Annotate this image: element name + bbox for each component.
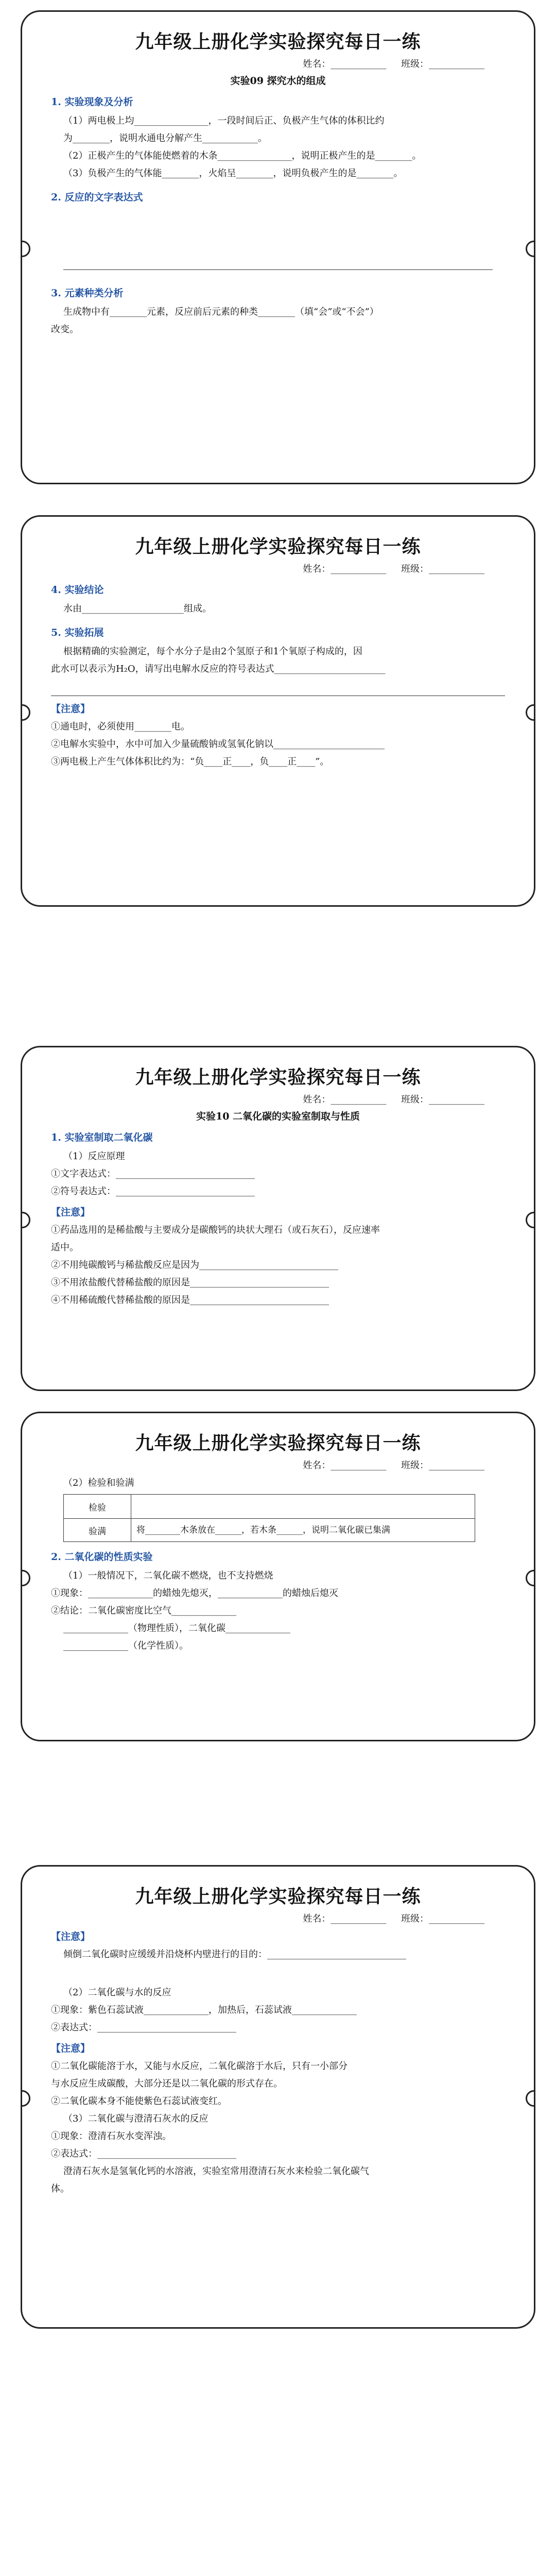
text-line: 根据精确的实验测定，每个水分子是由2个氢原子和1个氧原子构成的，因 [63,646,362,657]
text-line: ①现象：______________的蜡烛先熄灭，______________的蜡烛后熄灭 [51,1588,338,1599]
experiment-title: 实验10 二氧化碳的实验室制取与性质 [196,1111,360,1122]
text-line: 生成物中有________元素，反应前后元素的种类________（填“会”或“不会”） [63,307,379,317]
text-line: ______________（物理性质），二氧化碳______________ [63,1623,290,1634]
text-line: 倾倒二氧化碳时应缓缓并沿烧杯内壁进行的目的：______________________________ [63,1949,406,1960]
text-line: ②表达式：______________________________ [51,2022,236,2033]
text-line: 改变。 [51,324,79,335]
note-heading: 【注意】 [51,703,91,715]
text-line: （3）二氧化碳与澄清石灰水的反应 [63,2113,208,2124]
name-class-row: 姓名：____________ 班级：____________ [303,1094,484,1105]
text-line: ②不用纯碳酸钙与稀盐酸反应是因为______________________________ [51,1260,338,1270]
answer-line [51,678,505,696]
text-line: （3）负极产生的气体能________，火焰呈________，说明负极产生的是________。 [63,168,403,179]
text-line: 此水可以表示为H₂O，请写出电解水反应的符号表达式________________________ [51,664,386,674]
section-heading: 4. 实验结论 [51,584,104,596]
worksheet-card-4 [21,1412,535,1741]
text-line: ①现象：澄清石灰水变浑浊。 [51,2131,171,2142]
test-table [63,1494,475,1542]
answer-line [63,208,493,270]
text-line: 适中。 [51,1242,79,1253]
spacer [51,1963,505,1984]
text-line: 体。 [51,2183,70,2194]
note-heading: 【注意】 [51,2043,91,2054]
text-line: ③不用浓盐酸代替稀盐酸的原因是______________________________ [51,1277,329,1288]
text-line: ②结论：二氧化碳密度比空气______________ [51,1605,236,1616]
text-line: ①药品选用的是稀盐酸与主要成分是碳酸钙的块状大理石（或石灰石），反应速率 [51,1225,380,1235]
section-heading: 2. 二氧化碳的性质实验 [51,1551,153,1563]
text-line: ②二氧化碳本身不能使紫色石蕊试液变红。 [51,2096,227,2107]
worksheet-card-2 [21,515,535,907]
page-title: 九年级上册化学实验探究每日一练 [135,1886,421,1907]
name-class-row: 姓名：____________ 班级：____________ [303,564,484,574]
page-title: 九年级上册化学实验探究每日一练 [135,31,421,53]
text-line: ①文字表达式：______________________________ [51,1168,255,1179]
text-line: ②电解水实验中，水中可加入少量硫酸钠或氢氧化钠以________________________ [51,739,385,750]
text-line: ②符号表达式：______________________________ [51,1186,255,1197]
text-line: ______________（化学性质）。 [63,1640,188,1651]
note-heading: 【注意】 [51,1931,91,1942]
table-cell [131,1495,475,1519]
table-cell: 验满 [64,1519,131,1542]
text-line: （1）一般情况下，二氧化碳不燃烧，也不支持燃烧 [63,1570,273,1581]
text-line: 澄清石灰水是氢氧化钙的水溶液，实验室常用澄清石灰水来检验二氧化碳气 [63,2166,369,2177]
page-title: 九年级上册化学实验探究每日一练 [135,1433,421,1454]
table-cell: 检验 [64,1495,131,1519]
text-line: （2）二氧化碳与水的反应 [63,1987,171,1998]
name-class-row: 姓名：____________ 班级：____________ [303,1913,484,1924]
text-line: （1）反应原理 [63,1151,125,1162]
text-line: ①现象：紫色石蕊试液______________，加热后，石蕊试液______________ [51,2005,357,2015]
text-line: （2）检验和验满 [63,1478,134,1488]
section-heading: 1. 实验现象及分析 [51,96,133,108]
section-heading: 2. 反应的文字表达式 [51,192,143,203]
worksheet-card-3 [21,1046,535,1391]
text-line: 为________，说明水通电分解产生____________。 [63,133,267,144]
text-line: 水由______________________组成。 [63,603,212,614]
name-class-row: 姓名：____________ 班级：____________ [303,1460,484,1471]
section-heading: 3. 元素种类分析 [51,287,124,299]
page-title: 九年级上册化学实验探究每日一练 [135,1067,421,1088]
text-line: （2）正极产生的气体能使燃着的木条________________，说明正极产生的是________。 [63,150,422,161]
note-heading: 【注意】 [51,1207,91,1218]
text-line: ④不用稀硫酸代替稀盐酸的原因是______________________________ [51,1295,329,1306]
table-row [64,1519,475,1542]
page-title: 九年级上册化学实验探究每日一练 [135,536,421,557]
table-row [64,1495,475,1519]
worksheet-card-5 [21,1865,535,2329]
table-cell: 将________木条放在______，若木条______，说明二氧化碳已集满 [131,1519,475,1542]
section-heading: 5. 实验拓展 [51,627,104,638]
text-line: ③两电极上产生气体体积比约为：“负____正____，负____正____”。 [51,756,329,767]
text-line: ①通电时，必须使用________电。 [51,721,190,732]
text-line: ②表达式：______________________________ [51,2148,236,2159]
text-line: 与水反应生成碳酸，大部分还是以二氧化碳的形式存在。 [51,2078,283,2089]
text-line: （1）两电极上均________________，一段时间后正、负极产生气体的体积比约 [63,115,385,126]
text-line: ①二氧化碳能溶于水，又能与水反应，二氧化碳溶于水后，只有一小部分 [51,2061,348,2072]
section-heading: 1. 实验室制取二氧化碳 [51,1132,153,1143]
experiment-title: 实验09 探究水的组成 [230,75,326,87]
name-class-row: 姓名：____________ 班级：____________ [303,59,484,70]
worksheet-card-1 [21,10,535,484]
